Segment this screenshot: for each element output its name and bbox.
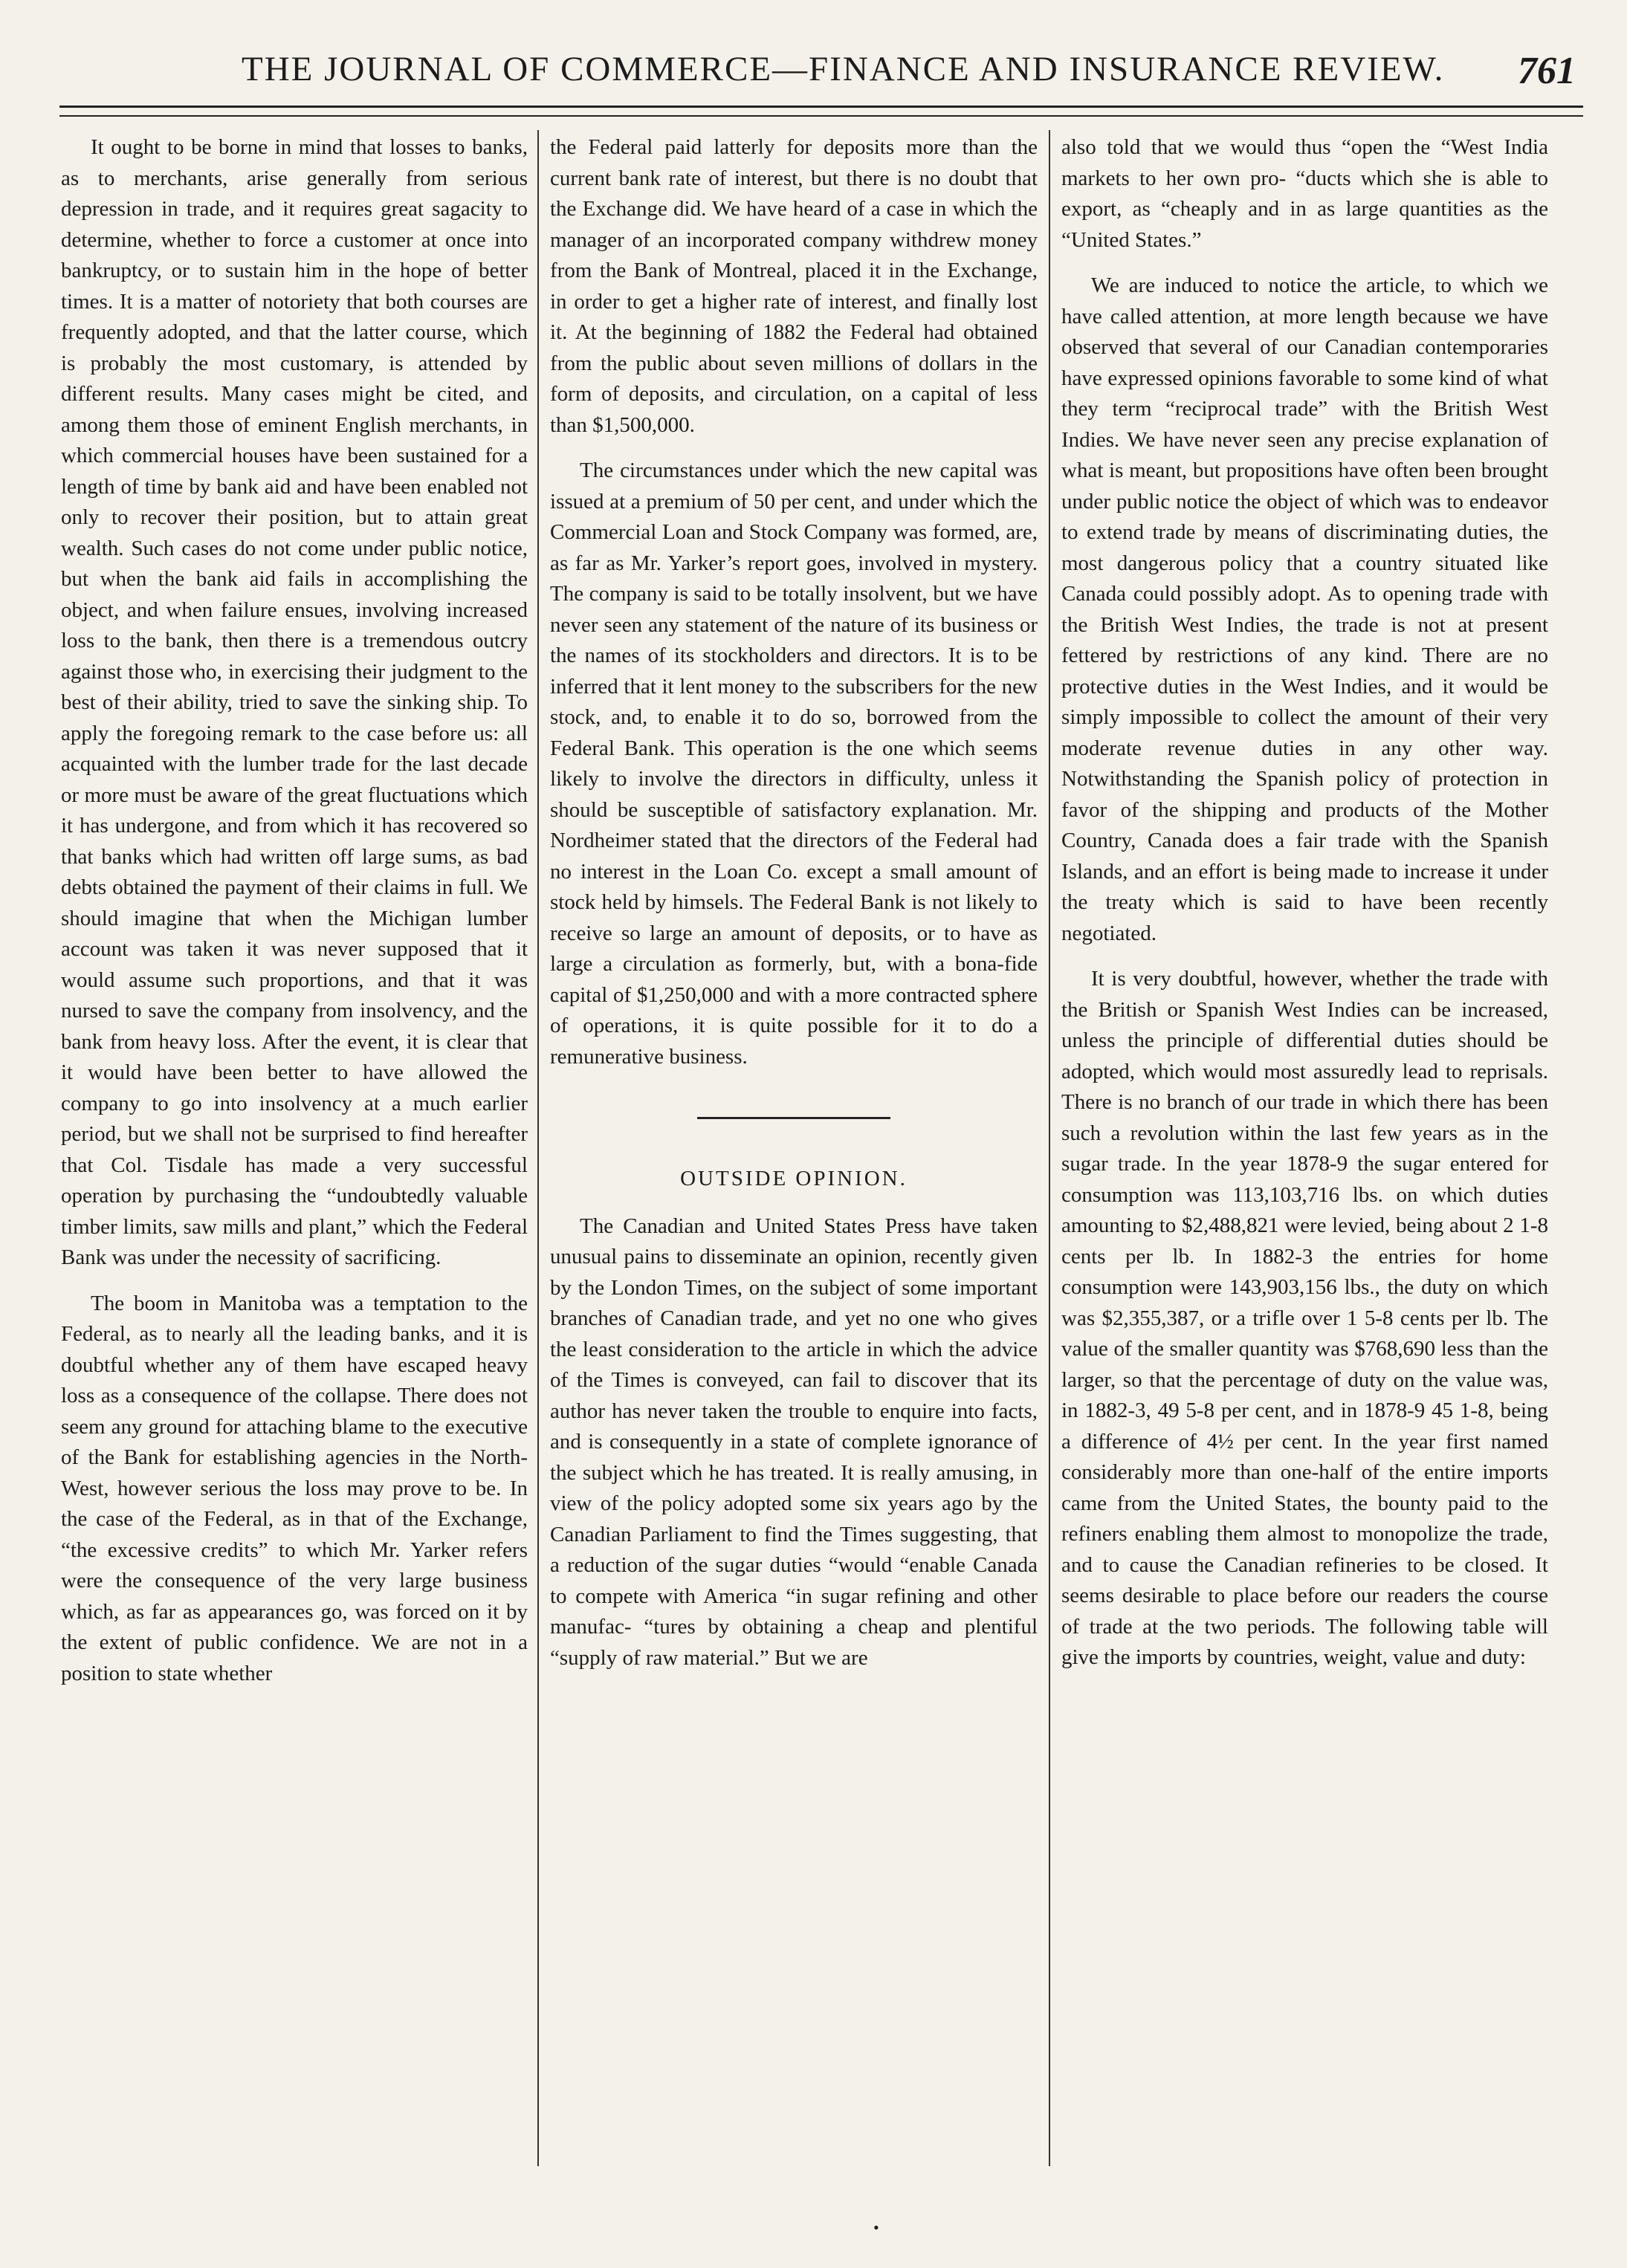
page-header	[45, 45, 1591, 104]
paragraph: the Federal paid latterly for deposits more than the current bank rate of interest, but there is no doubt that the Exchange did. We have heard of a case in which the manager of an incorporated company withdrew money from the Bank of Montreal, placed it in the Exchange, in order to get a higher rate of interest, and finally lost it. At the beginning of 1882 the Federal had obtained from the public about seven millions of dollars in the form of deposits, and circulation, on a capital of less than $1,500,000.	[550, 135, 1038, 437]
journal-title: THE JOURNAL OF COMMERCE—FINANCE AND INSURANCE REVIEW.	[242, 50, 1445, 88]
paragraph: The Canadian and United States Press have taken unusual pains to disseminate an opinion, recently given by the London Times, on the subject of some important branches of Canadian trade, and yet no one who gives the least consideration to the article in which the advice of the Times is conveyed, can fail to discover that its author has never taken the trouble to enquire into facts, and is consequently in a state of complete ignorance of the subject which he has treated. It is really amusing, in view of the policy adopted some six years ago by the Canadian Parliament to find the Times suggesting, that a reduction of the sugar duties “would “enable Canada to compete with America “in sugar refining and other manufac- “tures by obtaining a cheap and plentiful “supply of raw material.” But we are	[550, 1214, 1038, 1670]
section-heading: OUTSIDE OPINION.	[680, 1167, 908, 1190]
header-rule-top	[59, 106, 1583, 108]
text-column-2	[550, 132, 1038, 1688]
ink-speck: •	[873, 2218, 879, 2237]
column-divider-1	[537, 130, 539, 2166]
paragraph: also told that we would thus “open the “West India markets to her own pro- “ducts which she is able to export, as “cheaply and in as large quantities as the “United States.”	[1061, 135, 1548, 252]
section-divider	[697, 1117, 890, 1119]
text-column-1	[61, 132, 528, 1704]
paragraph: It is very doubtful, however, whether the trade with the British or Spanish West Indies can be increased, unless the principle of differential duties should be adopted, which would most assuredly lead to reprisals. There is no branch of our trade in which there has been such a revolution within the last few years as in the sugar trade. In the year 1878-9 the sugar entered for consumption was 113,103,716 lbs. on which duties amounting to $2,488,821 were levied, being about 2 1-8 cents per lb. In 1882-3 the entries for home consumption were 143,903,156 lbs., the duty on which was $2,355,387, or a trifle over 1 5-8 cents per lb. The value of the smaller quantity was $768,690 less than the larger, so that the percentage of duty on the value was, in 1882-3, 49 5-8 per cent, and in 1878-9 45 1-8, being a difference of 4½ per cent. In the year first named considerably more than one-half of the entire imports came from the United States, the bounty paid to the refiners enabling them almost to monopolize the trade, and to cause the Canadian refineries to be closed. It seems desirable to place before our readers the course of trade at the two periods. The following table will give the imports by countries, weight, value and duty:	[1061, 967, 1548, 1669]
text-column-3	[1061, 132, 1548, 1688]
paragraph: We are induced to notice the article, to which we have called attention, at more length because we have observed that several of our Canadian contemporaries have expressed opinions favorable to some kind of what they term “reciprocal trade” with the British West Indies. We have never seen any precise explanation of what is meant, but propositions have often been brought under public notice the object of which was to endeavor to extend trade by means of discriminating duties, the most dangerous policy that a country situated like Canada could possibly adopt. As to opening trade with the British West Indies, the trade is not at present fettered by restrictions of any kind. There are no protective duties in the West Indies, and it would be simply impossible to collect the amount of their very moderate revenue duties in any other way. Notwithstanding the Spanish policy of protection in favor of the shipping and products of the Mother Country, Canada does a fair trade with the Spanish Islands, and an effort is being made to increase it under the treaty which is said to have been recently negotiated.	[1061, 273, 1548, 945]
paragraph: The boom in Manitoba was a temptation to the Federal, as to nearly all the leading banks, and it is doubtful whether any of them have escaped heavy loss as a consequence of the collapse. There does not seem any ground for attaching blame to the executive of the Bank for establishing agencies in the North-West, however serious the loss may prove to be. In the case of the Federal, as in that of the Exchange, “the excessive credits” to which Mr. Yarker refers were the consequence of the very large business which, as far as appearances go, was forced on it by the extent of public confidence. We are not in a position to state whether	[61, 1291, 528, 1685]
header-rule-bottom	[59, 115, 1583, 117]
paragraph: It ought to be borne in mind that losses to banks, as to merchants, arise generally from serious depression in trade, and it requires great sagacity to determine, whether to force a customer at once into bankruptcy, or to sustain him in the hope of better times. It is a matter of notoriety that both courses are frequently adopted, and that the latter course, which is probably the most customary, is attended by different results. Many cases might be cited, and among them those of eminent English merchants, in which commercial houses have been sustained for a length of time by bank aid and have been enabled not only to recover their position, but to attain great wealth. Such cases do not come under public notice, but when the bank aid fails in accomplishing the object, and when failure ensues, involving increased loss to the bank, then there is a tremendous outcry against those who, in exercising their judgment to the best of their ability, tried to save the sinking ship. To apply the foregoing remark to the case before us: all acquainted with the lumber trade for the last decade or more must be aware of the great fluctuations which it has undergone, and from which it has recovered so that banks which had written off large sums, as bad debts obtained the payment of their claims in full. We should imagine that when the Michigan lumber account was taken it was never supposed that it would assume such proportions, and that it was nursed to save the company from insolvency, and the bank from heavy loss. After the event, it is clear that it would have been better to have allowed the company to go into insolvency at a much earlier period, but we shall not be surprised to find hereafter that Col. Tisdale has made a very successful operation by purchasing the “undoubtedly valuable timber limits, saw mills and plant,” which the Federal Bank was under the necessity of sacrificing.	[61, 135, 528, 1269]
paragraph: The circumstances under which the new capital was issued at a premium of 50 per cent, and under which the Commercial Loan and Stock Company was formed, are, as far as Mr. Yarker’s report goes, involved in mystery. The company is said to be totally insolvent, but we have never seen any statement of the nature of its business or the names of its stockholders and directors. It is to be inferred that it lent money to the subscribers for the new stock, and, to enable it to do so, borrowed from the Federal Bank. This operation is the one which seems likely to involve the directors in difficulty, unless it should be susceptible of satisfactory explanation. Mr. Nordheimer stated that the directors of the Federal had no interest in the Loan Co. except a small amount of stock held by himsels. The Federal Bank is not likely to receive so large an amount of deposits, or to have as large a circulation as formerly, but, with a bona-fide capital of $1,250,000 and with a more contracted sphere of operations, it is quite possible for it to do a remunerative business.	[550, 459, 1038, 1069]
page-number: 761	[1518, 50, 1576, 92]
column-divider-2	[1049, 130, 1050, 2166]
